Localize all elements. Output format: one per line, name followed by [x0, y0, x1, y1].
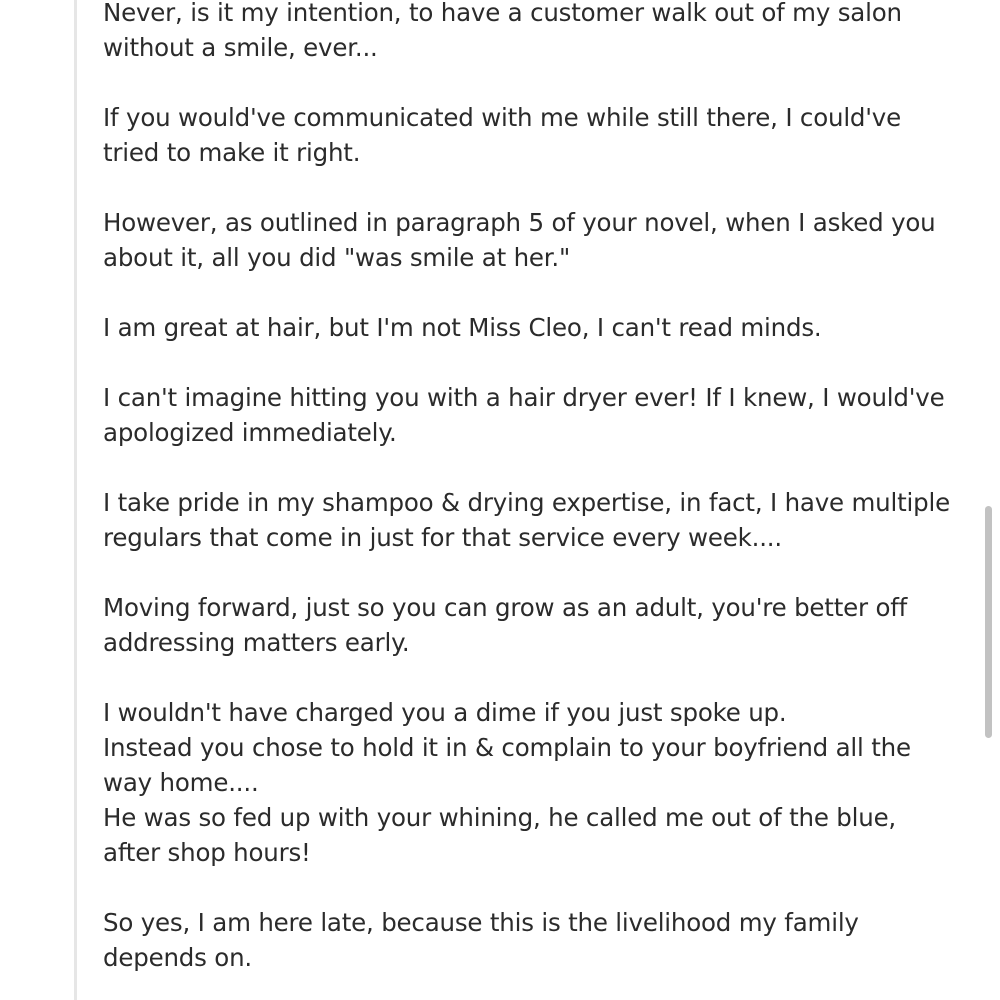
text-line: depends on. — [103, 943, 252, 972]
paragraph — [103, 590, 948, 660]
paragraph — [103, 485, 948, 555]
paragraph — [103, 0, 948, 65]
text-line: I wouldn't have charged you a dime if you just spoke up. — [103, 698, 787, 727]
text-line: regulars that come in just for that service every week.... — [103, 523, 782, 552]
text-line: I can't imagine hitting you with a hair dryer ever! If I knew, I would've — [103, 383, 945, 412]
text-line: after shop hours! — [103, 838, 311, 867]
text-line: about it, all you did "was smile at her." — [103, 243, 571, 272]
text-line: However, as outlined in paragraph 5 of your novel, when I asked you — [103, 208, 936, 237]
text-line: apologized immediately. — [103, 418, 397, 447]
paragraph — [103, 100, 948, 170]
paragraph — [103, 310, 948, 345]
paragraph — [103, 695, 948, 870]
text-line: Instead you chose to hold it in & complain to your boyfriend all the — [103, 733, 911, 762]
text-line: I am great at hair, but I'm not Miss Cleo, I can't read minds. — [103, 313, 822, 342]
text-line: He was so fed up with your whining, he called me out of the blue, — [103, 803, 897, 832]
text-line: I take pride in my shampoo & drying expertise, in fact, I have multiple — [103, 488, 950, 517]
text-line: addressing matters early. — [103, 628, 410, 657]
text-line: Moving forward, just so you can grow as an adult, you're better off — [103, 593, 908, 622]
text-line: without a smile, ever... — [103, 33, 378, 62]
scrollbar-thumb[interactable] — [985, 506, 992, 738]
quote-rule — [74, 0, 77, 1000]
paragraph — [103, 205, 948, 275]
text-line: Never, is it my intention, to have a customer walk out of my salon — [103, 0, 902, 27]
response-text — [103, 0, 948, 1000]
paragraph — [103, 905, 948, 975]
text-line: If you would've communicated with me while still there, I could've — [103, 103, 901, 132]
text-line: tried to make it right. — [103, 138, 361, 167]
paragraph — [103, 380, 948, 450]
text-line: So yes, I am here late, because this is the livelihood my family — [103, 908, 859, 937]
text-line: way home.... — [103, 768, 259, 797]
